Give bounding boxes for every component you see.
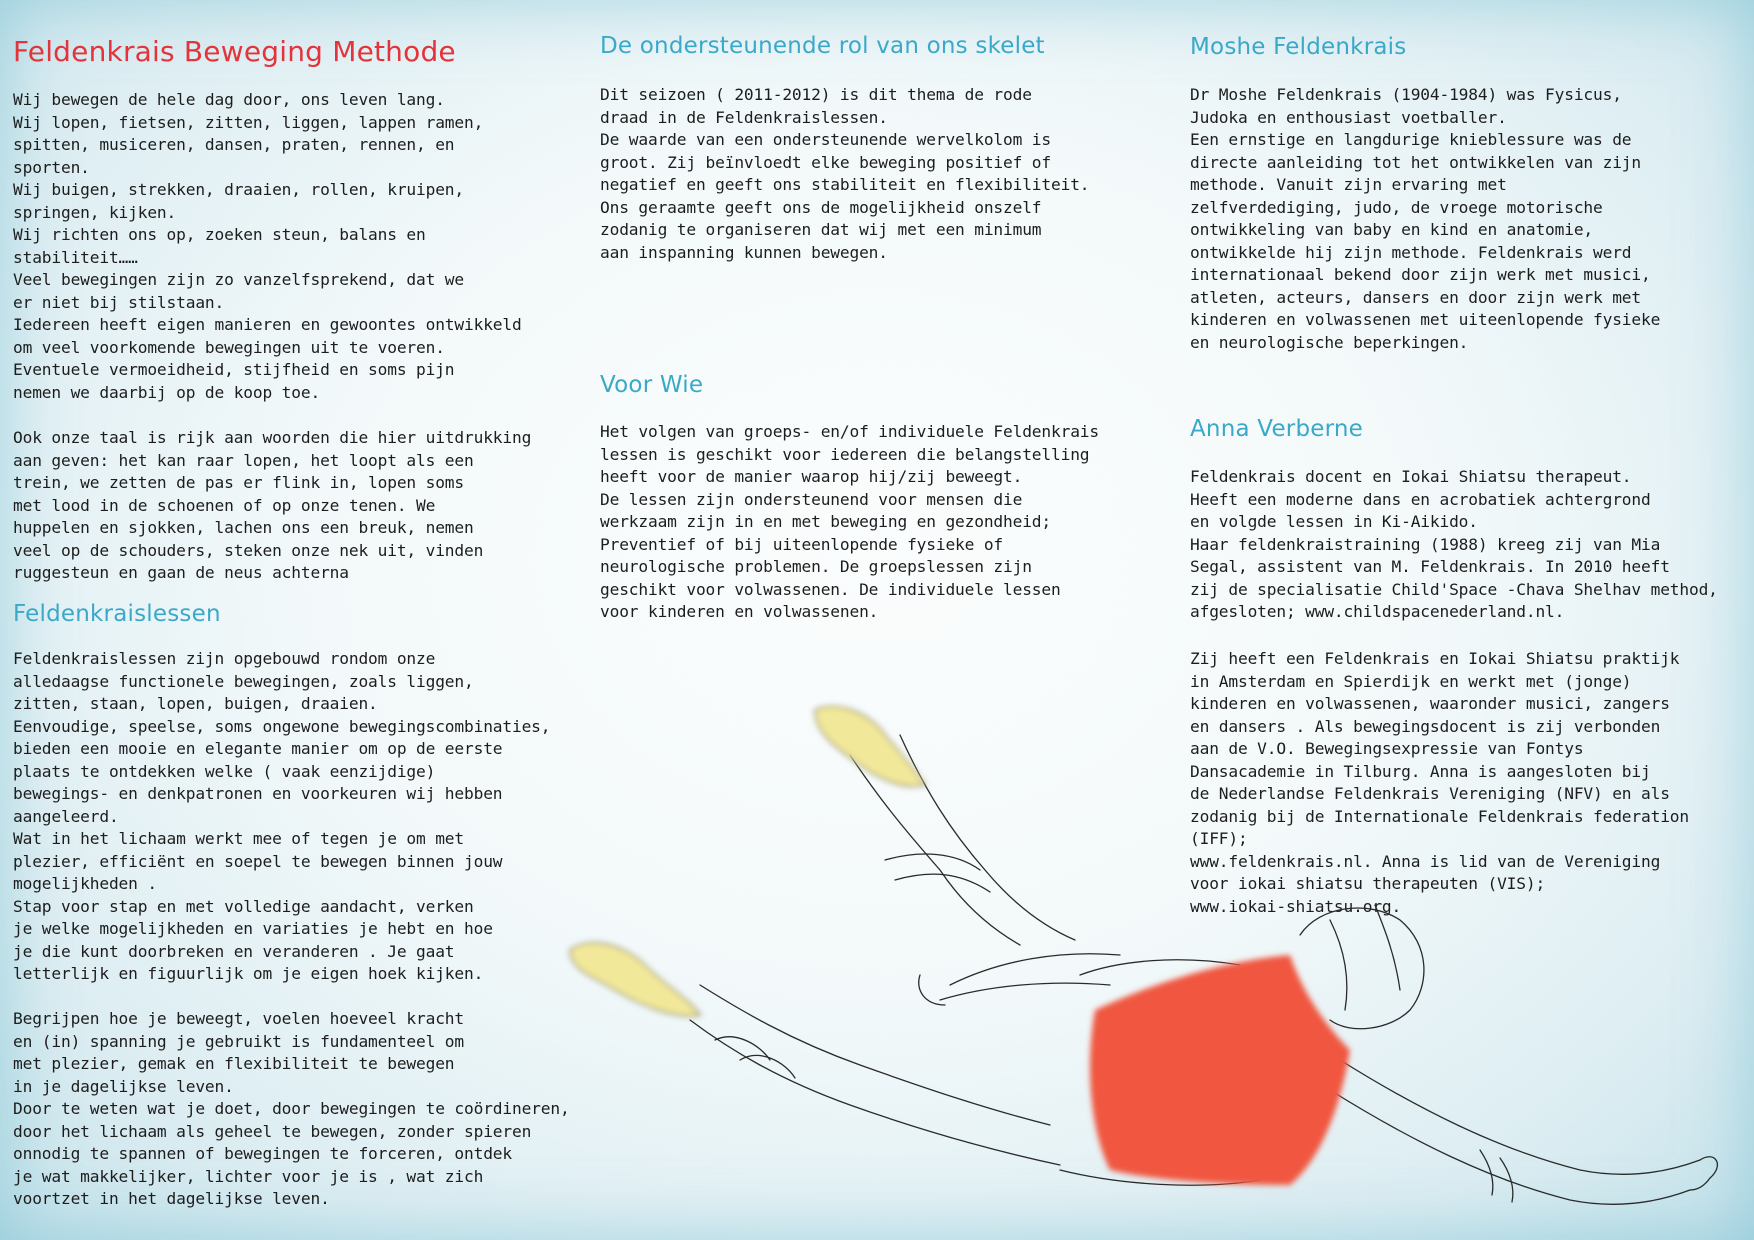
red-shirt bbox=[1090, 955, 1350, 1185]
upper-shoe bbox=[815, 706, 925, 786]
anna-text: Feldenkrais docent en Iokai Shiatsu therapeut. Heeft een moderne dans en acrobatiek achtergrond en volgde lessen in Ki-Aikido. Haar feldenkraistraining (1988) kreeg zij van Mia Segal, assistent van M. Feldenkrais. In 2010 heeft zij de specialisatie Child'Space -Chava Shelhav method, afgesloten; www.childspacenederland.nl. bbox=[1190, 467, 1718, 621]
skeleton-text: Dit seizoen ( 2011-2012) is dit thema de rode draad in de Feldenkraislessen. De waarde van een ondersteunende wervelkolom is groot. Zij beïnvloedt elke beweging positief of negatief en geeft ons stabiliteit en flexibiliteit. Ons geraamte geeft ons de mogelijkheid onszelf zodanig te organiseren dat wij met een minimum aan inspanning kunnen bewegen. bbox=[600, 85, 1090, 262]
skeleton-heading: De ondersteunende rol van ons skelet bbox=[600, 33, 1045, 59]
lower-leg-bottom-line bbox=[690, 1020, 1060, 1165]
head-outline bbox=[1300, 908, 1424, 1029]
hand-on-knee bbox=[919, 975, 945, 1005]
language-text: Ook onze taal is rijk aan woorden die hier uitdrukking aan geven: het kan raar lopen, het loopt als een trein, we zetten de pas er flink in, lopen soms met lood in de schoenen of op onze tenen. We huppelen en sjokken, lachen ons een breuk, nemen veel op de schouders, steken onze nek uit, vinden ruggesteun en gaan de neus achterna bbox=[13, 428, 532, 582]
moshe-text: Dr Moshe Feldenkrais (1904-1984) was Fysicus, Judoka en enthousiast voetballer. Een ernstige en langdurige knieblessure was de directe aanleiding tot het ontwikkelen van zijn methode. Vanuit zijn ervaring met zelfverdediging, judo, de vroege motorische ontwikkeling van baby en kind en anatomie, ontwikkelde hij zijn methode. Feldenkrais werd internationaal bekend door zijn werk met musici, atleten, acteurs, dansers en door zijn werk met kinderen en volwassenen met uiteenlopende fysieke en neurologische beperkingen. bbox=[1190, 85, 1661, 352]
reclining-figure-illustration bbox=[560, 690, 1754, 1240]
understanding-text: Begrijpen hoe je beweegt, voelen hoeveel kracht en (in) spanning je gebruikt is fundamenteel om met plezier, gemak en flexibiliteit te bewegen in je dagelijkse leven. Door te weten wat je doet, door bewegingen te coördineren, door het lichaam als geheel te bewegen, zonder spieren onnodig te spannen of bewegingen te forceren, ontdek je wat makkelijker, lichter voor je is , wat zich voortzet in het dagelijkse leven. bbox=[13, 1009, 570, 1208]
upper-arm-line bbox=[950, 954, 1120, 985]
moshe-heading: Moshe Feldenkrais bbox=[1190, 34, 1407, 60]
yellow-shoes bbox=[570, 706, 925, 1016]
lessons-text: Feldenkraislessen zijn opgebouwd rondom onze alledaagse functionele bewegingen, zoals liggen, zitten, staan, lopen, buigen, draaien. Eenvoudige, speelse, soms ongewone bewegingscombinaties, bieden een mooie en elegante manier om op de eerste plaats te ontdekken welke ( vaak eenzijdige) bewegings- en denkpatronen en voorkeuren wij hebben aangeleerd. Wat in het lichaam werkt mee of tegen je om met plezier, efficiënt en soepel te bewegen binnen jouw mogelijkheden . Stap voor stap en met volledige aandacht, verken je welke mogelijkheden en variaties je hebt en hoe je die kunt doorbreken en veranderen . Je gaat letterlijk en figuurlijk om je eigen hoek kijken. bbox=[13, 649, 551, 983]
extended-arm-top bbox=[1340, 1060, 1700, 1174]
raised-leg-front-line bbox=[850, 755, 1020, 945]
intro-text: Wij bewegen de hele dag door, ons leven lang. Wij lopen, fietsen, zitten, liggen, lappen ramen, spitten, musiceren, dansen, praten, rennen, en sporten. Wij buigen, strekken, draaien, rollen, kruipen, springen, kijken. Wij richten ons op, zoeken steun, balans en stabiliteit…… Veel bewegingen zijn zo vanzelfsprekend, dat we er niet bij stilstaan. Iedereen heeft eigen manieren en gewoontes ontwikkeld om veel voorkomende bewegingen uit te voeren. Eventuele vermoeidheid, stijfheid en soms pijn nemen we daarbij op de koop toe. bbox=[13, 90, 522, 402]
page-title: Feldenkrais Beweging Methode bbox=[13, 35, 456, 68]
lower-shoe bbox=[570, 943, 700, 1016]
who-heading: Voor Wie bbox=[600, 372, 704, 398]
lessons-heading: Feldenkraislessen bbox=[13, 601, 221, 627]
anna-heading: Anna Verberne bbox=[1190, 416, 1363, 442]
practice-text: Zij heeft een Feldenkrais en Iokai Shiatsu praktijk in Amsterdam en Spierdijk en werkt met (jonge) kinderen en volwassenen, waaronder musici, zangers en dansers . Als bewegingsdocent is zij verbonden aan de V.O. Bewegingsexpressie van Fontys Dansacademie in Tilburg. Anna is aangesloten bij de Nederlandse Feldenkrais Vereniging (NFV) en als zodanig bij de Internationale Feldenkrais federation (IFF); www.feldenkrais.nl. Anna is lid van de Vereniging voor iokai shiatsu therapeuten (VIS); www.iokai-shiatsu.org. bbox=[1190, 649, 1689, 916]
raised-leg-back-line bbox=[900, 735, 1075, 940]
who-text: Het volgen van groeps- en/of individuele Feldenkrais lessen is geschikt voor iedereen die belangstelling heeft voor de manier waarop hij/zij beweegt. De lessen zijn ondersteunend voor mensen die werkzaam zijn in en met beweging en gezondheid; Preventief of bij uiteenlopende fysieke of neurologische problemen. De groepslessen zijn geschikt voor volwassenen. De individuele lessen voor kinderen en volwassenen. bbox=[600, 422, 1099, 621]
